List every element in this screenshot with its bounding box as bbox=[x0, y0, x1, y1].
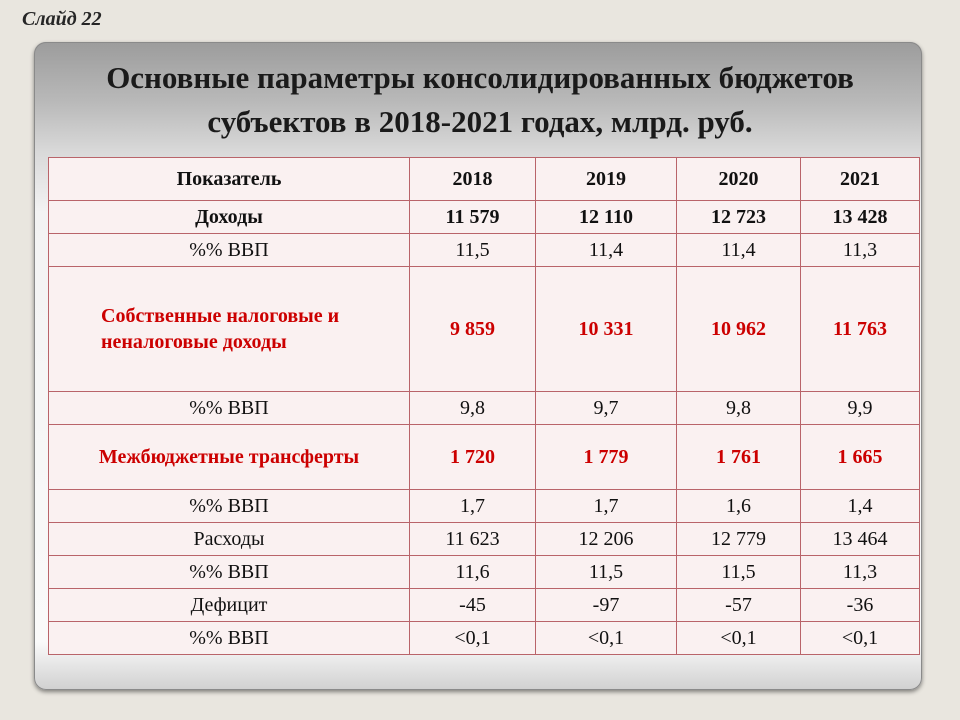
row-label: Дефицит bbox=[49, 589, 410, 622]
page-title bbox=[40, 56, 920, 144]
cell-value: 9 859 bbox=[410, 267, 536, 392]
table-row bbox=[49, 523, 920, 556]
cell-value: 13 464 bbox=[801, 523, 920, 556]
cell-value: 10 331 bbox=[536, 267, 677, 392]
cell-value: 1,4 bbox=[801, 490, 920, 523]
cell-value: 12 110 bbox=[536, 201, 677, 234]
table-row bbox=[49, 234, 920, 267]
cell-value: 12 779 bbox=[677, 523, 801, 556]
table-row bbox=[49, 201, 920, 234]
cell-value: -97 bbox=[536, 589, 677, 622]
cell-value: 1,7 bbox=[410, 490, 536, 523]
cell-value: 9,8 bbox=[677, 392, 801, 425]
table-row bbox=[49, 425, 920, 490]
cell-value: -36 bbox=[801, 589, 920, 622]
title-line-1: Основные параметры консолидированных бюджетов bbox=[106, 60, 854, 95]
cell-value: 1,7 bbox=[536, 490, 677, 523]
header-year-2019: 2019 bbox=[536, 158, 677, 201]
cell-value: 11,5 bbox=[410, 234, 536, 267]
row-label: %% ВВП bbox=[49, 622, 410, 655]
row-label: Расходы bbox=[49, 523, 410, 556]
cell-value: 12 206 bbox=[536, 523, 677, 556]
table-row bbox=[49, 622, 920, 655]
row-label: %% ВВП bbox=[49, 556, 410, 589]
table-row bbox=[49, 556, 920, 589]
cell-value: 1,6 bbox=[677, 490, 801, 523]
header-year-2018: 2018 bbox=[410, 158, 536, 201]
cell-value: 1 665 bbox=[801, 425, 920, 490]
cell-value: 11 623 bbox=[410, 523, 536, 556]
cell-value: 9,7 bbox=[536, 392, 677, 425]
title-line-2: субъектов в 2018-2021 годах, млрд. руб. bbox=[207, 104, 753, 139]
cell-value: 11 763 bbox=[801, 267, 920, 392]
cell-value: 13 428 bbox=[801, 201, 920, 234]
cell-value: 11,5 bbox=[536, 556, 677, 589]
row-label: %% ВВП bbox=[49, 392, 410, 425]
cell-value: 11,3 bbox=[801, 556, 920, 589]
header-year-2021: 2021 bbox=[801, 158, 920, 201]
row-label: %% ВВП bbox=[49, 234, 410, 267]
header-indicator: Показатель bbox=[49, 158, 410, 201]
cell-value: -57 bbox=[677, 589, 801, 622]
cell-value: 1 761 bbox=[677, 425, 801, 490]
row-label: Межбюджетные трансферты bbox=[49, 425, 410, 490]
table-row bbox=[49, 589, 920, 622]
cell-value: 9,9 bbox=[801, 392, 920, 425]
table-row bbox=[49, 392, 920, 425]
cell-value: 1 779 bbox=[536, 425, 677, 490]
cell-value: <0,1 bbox=[410, 622, 536, 655]
row-label bbox=[49, 267, 410, 392]
cell-value: 11,4 bbox=[536, 234, 677, 267]
row-label-text: Собственные налоговые и неналоговые доходы bbox=[101, 305, 340, 353]
cell-value: -45 bbox=[410, 589, 536, 622]
cell-value: <0,1 bbox=[801, 622, 920, 655]
cell-value: <0,1 bbox=[536, 622, 677, 655]
row-label: %% ВВП bbox=[49, 490, 410, 523]
cell-value: <0,1 bbox=[677, 622, 801, 655]
cell-value: 12 723 bbox=[677, 201, 801, 234]
cell-value: 11 579 bbox=[410, 201, 536, 234]
cell-value: 9,8 bbox=[410, 392, 536, 425]
header-year-2020: 2020 bbox=[677, 158, 801, 201]
cell-value: 11,4 bbox=[677, 234, 801, 267]
cell-value: 1 720 bbox=[410, 425, 536, 490]
table-row bbox=[49, 267, 920, 392]
cell-value: 11,3 bbox=[801, 234, 920, 267]
table-row bbox=[49, 490, 920, 523]
cell-value: 11,6 bbox=[410, 556, 536, 589]
slide-label: Слайд 22 bbox=[22, 8, 102, 30]
table-header-row bbox=[49, 158, 920, 201]
cell-value: 11,5 bbox=[677, 556, 801, 589]
budget-table bbox=[48, 157, 920, 655]
cell-value: 10 962 bbox=[677, 267, 801, 392]
row-label: Доходы bbox=[49, 201, 410, 234]
